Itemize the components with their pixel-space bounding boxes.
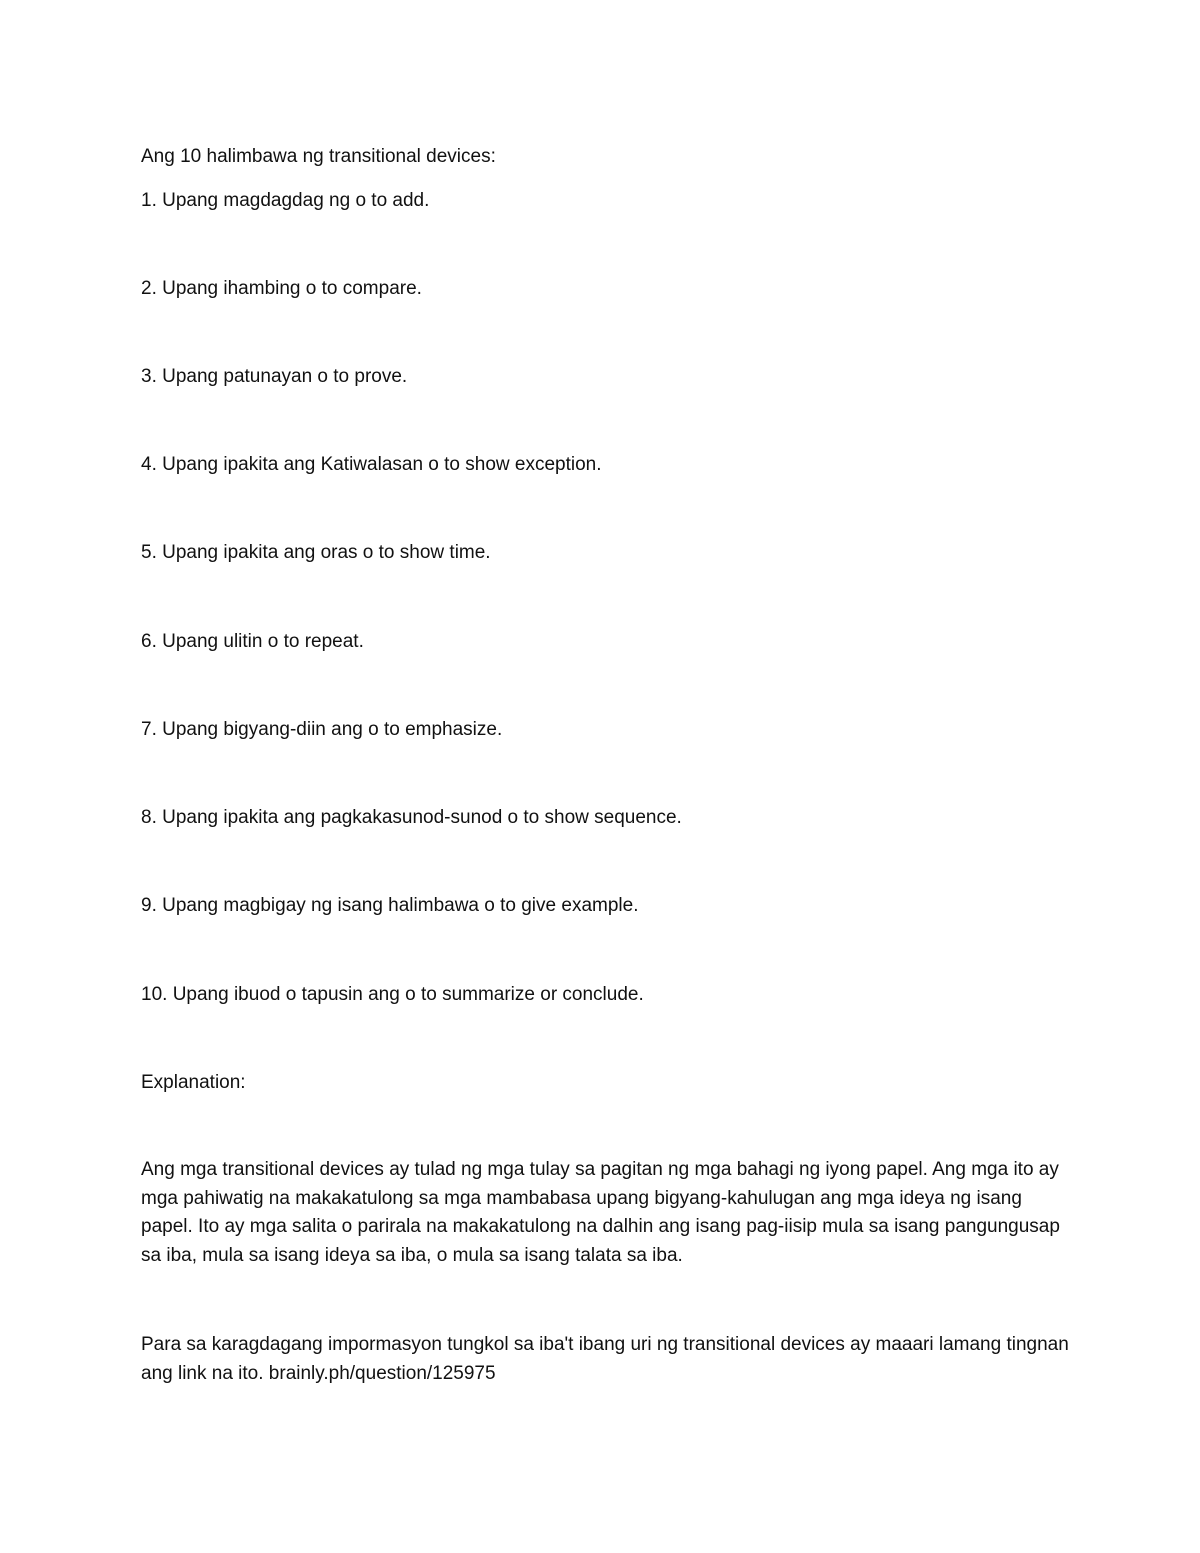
list-item-5: 5. Upang ipakita ang oras o to show time. (141, 542, 491, 563)
list-item-9: 9. Upang magbigay ng isang halimbawa o to give example. (141, 895, 639, 916)
document-heading: Ang 10 halimbawa ng transitional devices: (141, 146, 496, 167)
list-item-3: 3. Upang patunayan o to prove. (141, 366, 408, 387)
list-item-7: 7. Upang bigyang-diin ang o to emphasize. (141, 719, 503, 740)
info-paragraph: Para sa karagdagang impormasyon tungkol sa iba't ibang uri ng transitional devices ay maaari lamang tingnan ang link na ito. brainly.ph/question/125975 (141, 1334, 1069, 1384)
explanation-paragraph: Ang mga transitional devices ay tulad ng mga tulay sa pagitan ng mga bahagi ng iyong papel. Ang mga ito ay mga pahiwatig na makakatulong sa mga mambabasa upang bigyang-kahulugan ang mga ideya ng isang papel. Ito ay mga salita o parirala na makakatulong na dalhin ang isang pag-iisip mula sa isang pangungusap sa iba, mula sa isang ideya sa iba, o mula sa isang talata sa iba. (141, 1159, 1060, 1266)
list-item-1: 1. Upang magdagdag ng o to add. (141, 190, 430, 211)
list-item-2: 2. Upang ihambing o to compare. (141, 278, 422, 299)
list-item-10: 10. Upang ibuod o tapusin ang o to summarize or conclude. (141, 984, 644, 1005)
list-item-8: 8. Upang ipakita ang pagkakasunod-sunod o to show sequence. (141, 807, 682, 828)
list-item-6: 6. Upang ulitin o to repeat. (141, 631, 364, 652)
list-item-4: 4. Upang ipakita ang Katiwalasan o to show exception. (141, 454, 602, 475)
explanation-label: Explanation: (141, 1072, 246, 1093)
